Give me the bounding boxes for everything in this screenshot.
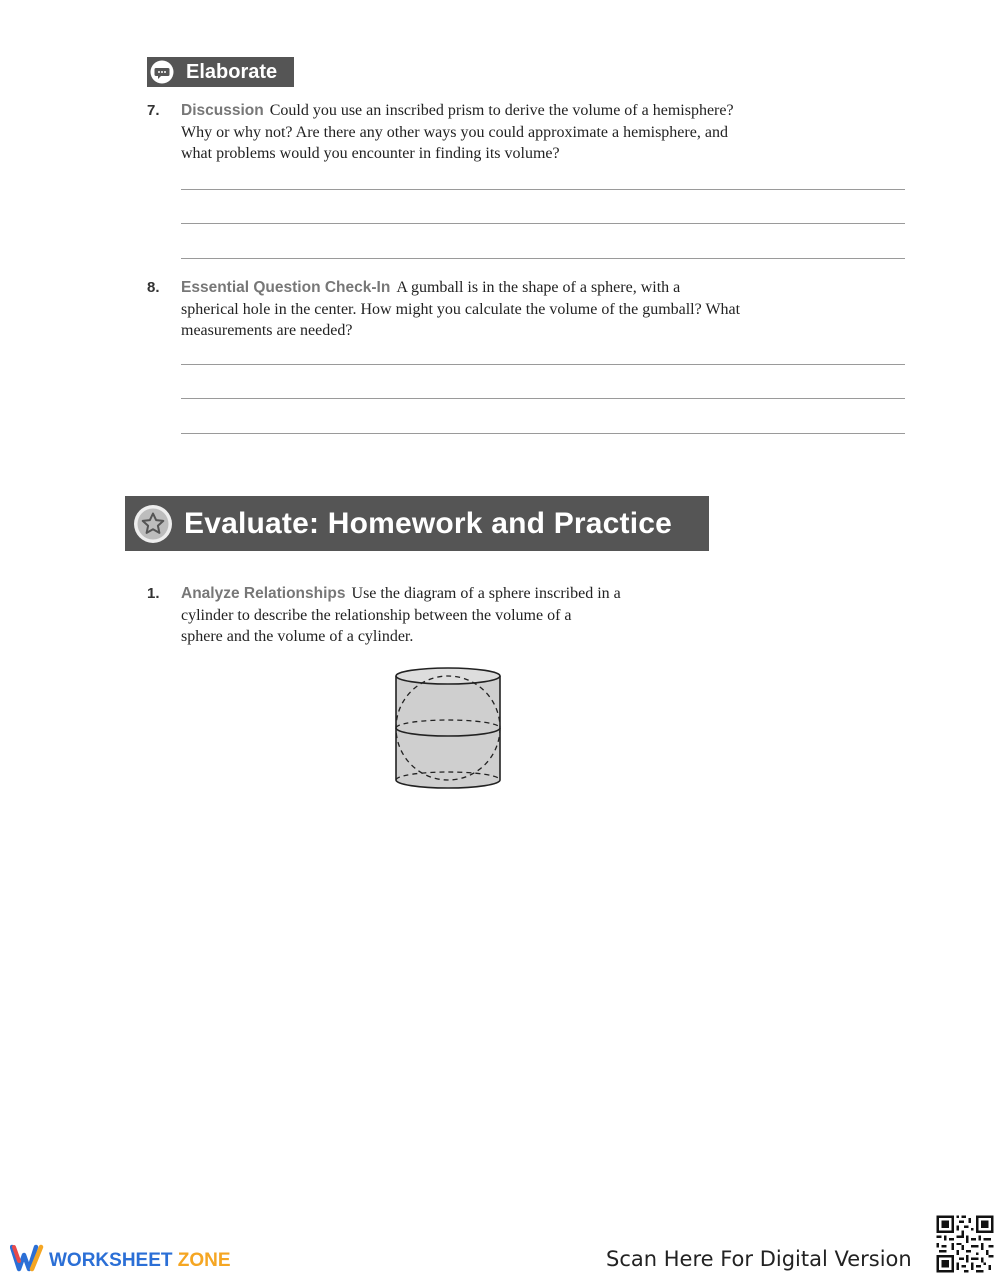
question-8-line-3: measurements are needed? (181, 322, 353, 339)
practice-1-line-3: sphere and the volume of a cylinder. (181, 628, 414, 645)
brand-name-part1: WORKSHEET (49, 1249, 173, 1271)
brand-name-part2: ZONE (177, 1249, 231, 1271)
question-8-number: 8. (147, 279, 160, 296)
question-7-line-1: Could you use an inscribed prism to derive the volume of a hemisphere? (269, 102, 734, 119)
worksheetzone-logo-icon (10, 1243, 44, 1278)
star-badge-icon (133, 504, 173, 544)
practice-1-label: Analyze Relationships (181, 585, 346, 602)
question-8-label: Essential Question Check-In (181, 279, 391, 296)
question-7-label: Discussion (181, 102, 264, 119)
sphere-inscribed-in-cylinder-diagram (392, 664, 504, 792)
answer-line[interactable] (181, 433, 905, 434)
practice-1-number: 1. (147, 585, 160, 602)
scan-text: Scan Here For Digital Version (606, 1247, 912, 1271)
answer-line[interactable] (181, 223, 905, 224)
worksheetzone-brand[interactable] (10, 1243, 231, 1278)
evaluate-title: Evaluate: Homework and Practice (184, 506, 673, 540)
practice-1-line-1: Use the diagram of a sphere inscribed in a (351, 585, 621, 602)
question-8 (181, 277, 901, 342)
answer-line[interactable] (181, 364, 905, 365)
answer-line[interactable] (181, 398, 905, 399)
question-7-line-3: what problems would you encounter in finding its volume? (181, 145, 560, 162)
answer-line[interactable] (181, 258, 905, 259)
answer-line[interactable] (181, 189, 905, 190)
question-7-line-2: Why or why not? Are there any other ways you could approximate a hemisphere, and (181, 123, 728, 141)
elaborate-title: Elaborate (186, 60, 278, 83)
question-8-line-1: A gumball is in the shape of a sphere, with a (396, 279, 681, 296)
question-7-number: 7. (147, 102, 160, 119)
qr-code-icon[interactable] (934, 1213, 996, 1275)
question-7 (181, 100, 901, 165)
practice-1 (181, 583, 741, 648)
practice-1-line-2: cylinder to describe the relationship between the volume of a (181, 606, 572, 624)
elaborate-header (147, 57, 294, 87)
speech-bubble-icon (150, 60, 174, 84)
evaluate-header (125, 496, 709, 551)
question-8-line-2: spherical hole in the center. How might you calculate the volume of the gumball? What (181, 300, 741, 318)
